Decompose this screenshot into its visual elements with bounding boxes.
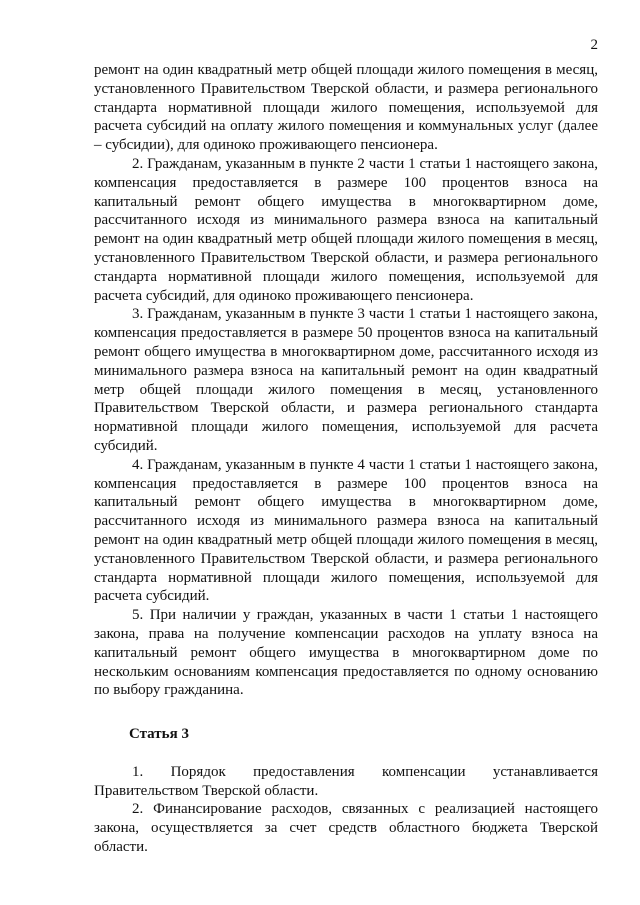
paragraph-item-2: 2. Гражданам, указанным в пункте 2 части 1 статьи 1 настоящего закона, компенсация предоставляется в размере 100 процентов взноса на капитальный ремонт общего имущества в многоквартирном доме, рассчитанного исходя из минимального размера взноса на капитальный ремонт на один квадратный метр общей площади жилого помещения в месяц, установленного Правительством Тверской области, и размера регионального стандарта нормативной площади жилого помещения, используемой для расчета субсидий, для одиноко проживающего пенсионера. <box>94 155 598 304</box>
paragraph-item-5: 5. При наличии у граждан, указанных в части 1 статьи 1 настоящего закона, права на получение компенсации расходов на уплату взноса на капитальный ремонт общего имущества в многоквартирном доме по нескольким основаниям компенсация предоставляется по одному основанию по выбору гражданина. <box>94 607 598 699</box>
article-3-paragraph-1: 1. Порядок предоставления компенсации устанавливается Правительством Тверской области. <box>94 763 598 799</box>
document-body <box>94 61 598 857</box>
paragraph-item-4: 4. Гражданам, указанным в пункте 4 части 1 статьи 1 настоящего закона, компенсация предоставляется в размере 100 процентов взноса на капитальный ремонт общего имущества в многоквартирном доме, рассчитанного исходя из минимального размера взноса на капитальный ремонт на один квадратный метр общей площади жилого помещения в месяц, установленного Правительством Тверской области, и размера регионального стандарта нормативной площади жилого помещения, используемой для расчета субсидий. <box>94 456 598 605</box>
paragraph-continuation: ремонт на один квадратный метр общей площади жилого помещения в месяц, установленного Правительством Тверской области, и размера регионального стандарта нормативной площади жилого помещения, используемой для расчета субсидий на оплату жилого помещения и коммунальных услуг (далее – субсидии), для одиноко проживающего пенсионера. <box>94 62 598 154</box>
article-3-heading: Статья 3 <box>129 726 189 743</box>
article-3-paragraph-2: 2. Финансирование расходов, связанных с реализацией настоящего закона, осуществляется за счет средств областного бюджета Тверской области. <box>94 801 598 856</box>
page-number: 2 <box>590 37 598 53</box>
paragraph-item-3: 3. Гражданам, указанным в пункте 3 части 1 статьи 1 настоящего закона, компенсация предоставляется в размере 50 процентов взноса на капитальный ремонт общего имущества в многоквартирном доме, рассчитанного исходя из минимального размера взноса на капитальный ремонт на один квадратный метр общей площади жилого помещения в месяц, установленного Правительством Тверской области, и размера регионального стандарта нормативной площади жилого помещения, используемой для расчета субсидий. <box>94 306 598 454</box>
